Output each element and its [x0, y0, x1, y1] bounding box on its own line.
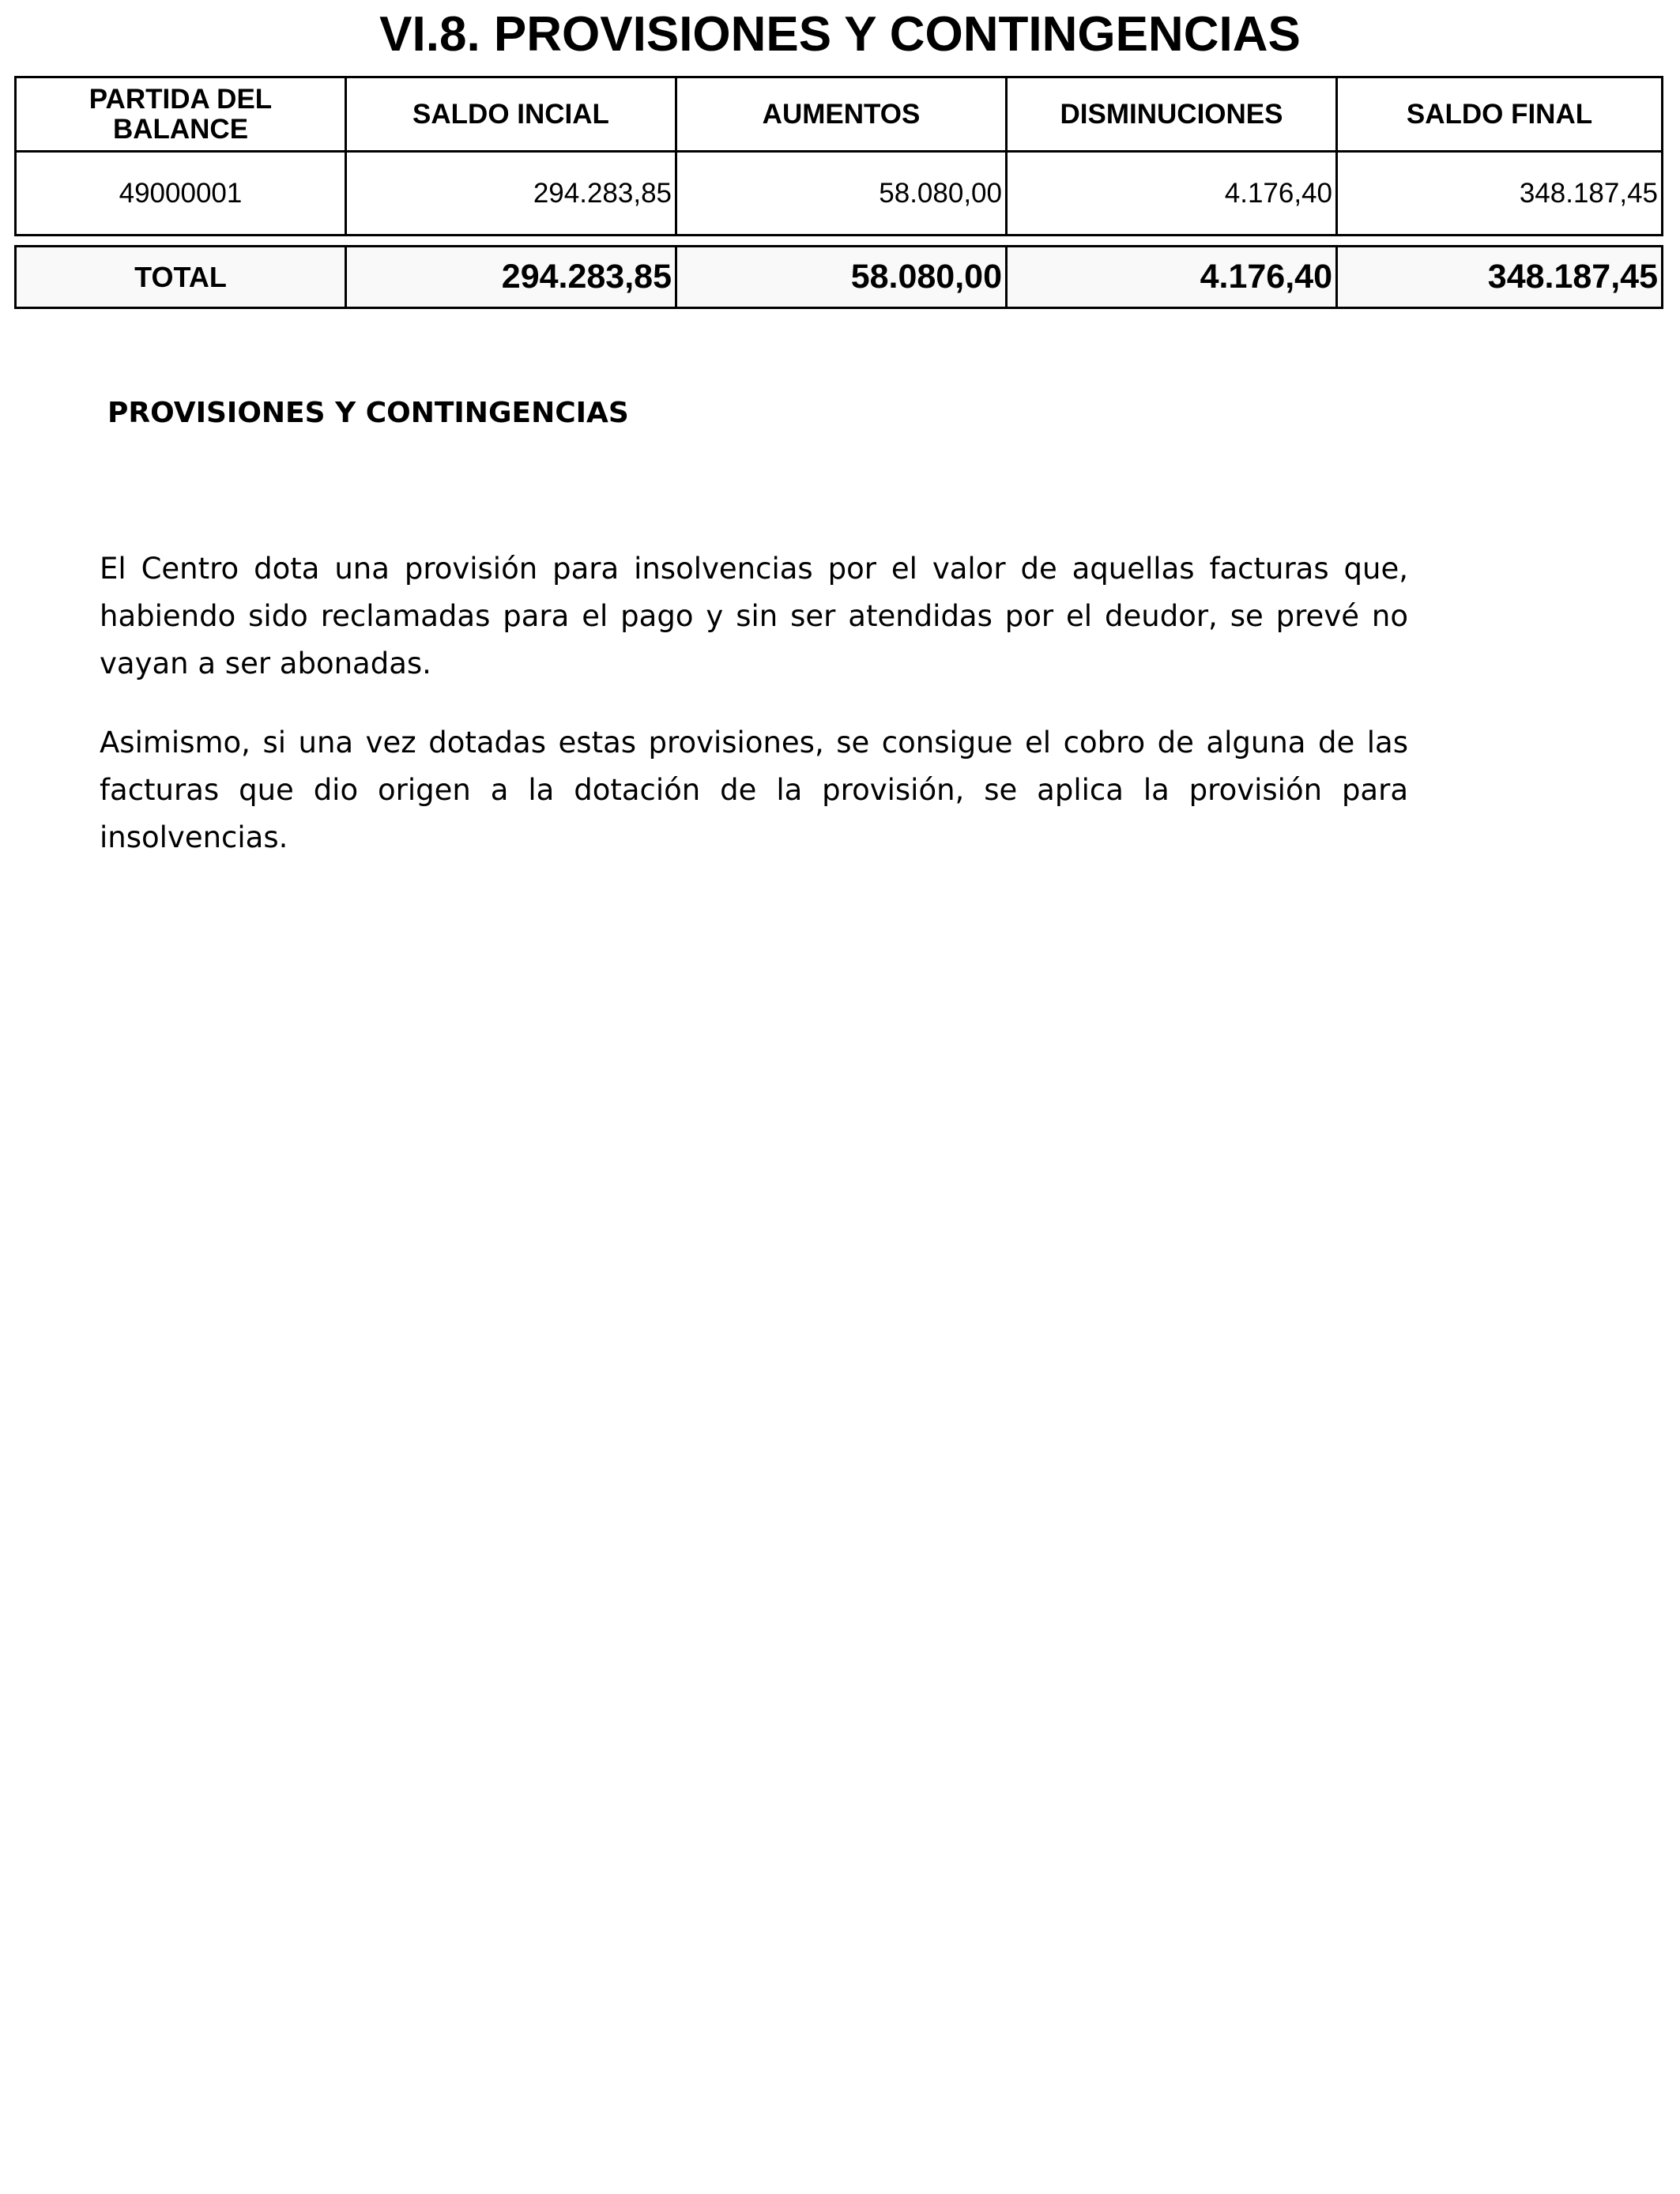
total-saldo-final: 348.187,45 [1337, 247, 1663, 308]
cell-partida: 49000001 [16, 152, 346, 236]
total-saldo-inicial: 294.283,85 [346, 247, 676, 308]
section-heading: PROVISIONES Y CONTINGENCIAS [107, 397, 629, 429]
total-table [14, 245, 1663, 309]
total-row [16, 247, 1663, 308]
total-disminuciones: 4.176,40 [1007, 247, 1337, 308]
cell-aumentos: 58.080,00 [676, 152, 1007, 236]
paragraph-insolvency-provision: El Centro dota una provisión para insolvencias por el valor de aquellas facturas que, habiendo sido reclamadas para el pago y sin ser atendidas por el deudor, se prevé no vayan a ser abonadas. [100, 552, 1408, 680]
balance-table [14, 76, 1663, 236]
header-disminuciones: DISMINUCIONES [1007, 77, 1337, 152]
total-aumentos: 58.080,00 [676, 247, 1007, 308]
table-row [16, 152, 1663, 236]
cell-saldo-inicial: 294.283,85 [346, 152, 676, 236]
page-title: VI.8. PROVISIONES Y CONTINGENCIAS [379, 7, 1301, 62]
header-saldo-inicial: SALDO INCIAL [346, 77, 676, 152]
header-partida: PARTIDA DEL BALANCE [16, 77, 346, 152]
paragraph-provision-application: Asimismo, si una vez dotadas estas provisiones, se consigue el cobro de alguna de las facturas que dio origen a la dotación de la provisión, se aplica la provisión para insolvencias. [100, 726, 1408, 854]
cell-disminuciones: 4.176,40 [1007, 152, 1337, 236]
table-header-row [16, 77, 1663, 152]
header-aumentos: AUMENTOS [676, 77, 1007, 152]
total-label: TOTAL [16, 247, 346, 308]
header-saldo-final: SALDO FINAL [1337, 77, 1663, 152]
cell-saldo-final: 348.187,45 [1337, 152, 1663, 236]
